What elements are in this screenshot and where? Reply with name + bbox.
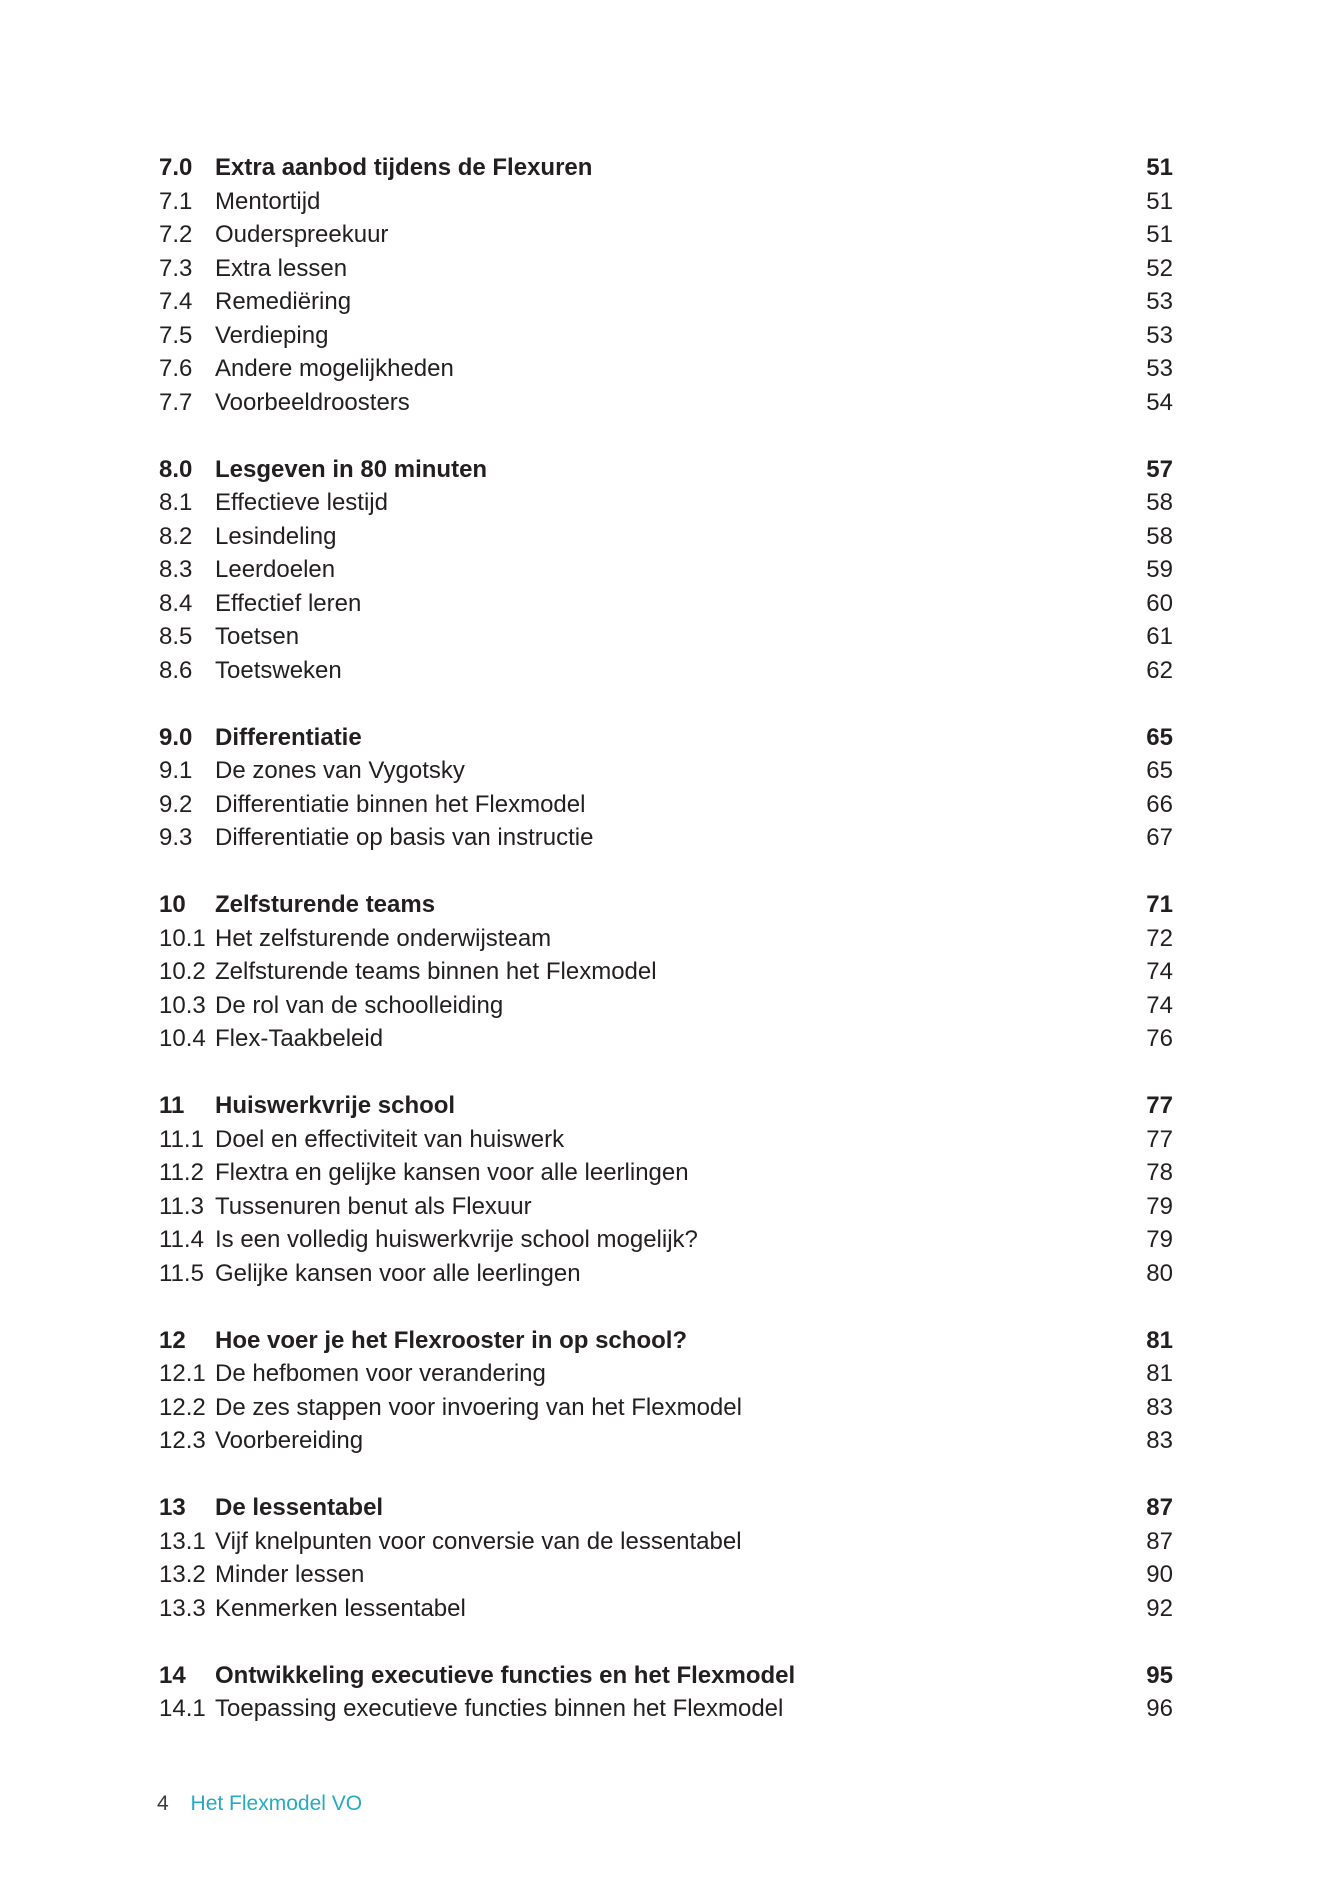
toc-row [159,754,1173,788]
toc-row [159,1692,1173,1726]
toc-entry-number: 12 [159,1326,186,1354]
toc-entry-title: Mentortijd [215,187,321,215]
toc-row [159,218,1173,252]
toc-row [159,1324,1173,1358]
toc-entry-title: Lesindeling [215,522,337,550]
toc-entry-number: 9.1 [159,757,193,784]
toc-entry-title: Ontwikkeling executieve functies en het Flexmodel [215,1661,796,1689]
toc-entry-title: Minder lessen [215,1561,365,1588]
toc-row [159,1525,1173,1559]
toc-entry-page: 77 [1146,1092,1173,1119]
toc-entry-page: 90 [1146,1561,1173,1588]
toc-entry-number: 14.1 [159,1695,206,1722]
toc-entry-number: 10.3 [159,991,206,1019]
toc-entry-title: Het zelfsturende onderwijsteam [215,924,552,952]
toc-row [159,821,1173,855]
toc-entry-title: Lesgeven in 80 minuten [215,455,488,483]
toc-entry-title: Differentiatie op basis van instructie [215,824,594,851]
toc-row [159,1558,1173,1592]
toc-entry-title: Flex-Taakbeleid [215,1025,384,1052]
toc-entry-page: 61 [1146,623,1173,650]
toc-entry-page: 51 [1146,154,1173,181]
toc-entry-number: 8.1 [159,489,193,516]
toc-row [159,1357,1173,1391]
toc-entry-page: 71 [1146,891,1173,918]
toc-entry-title: Kenmerken lessentabel [215,1594,466,1622]
toc-row [159,1257,1173,1291]
toc-entry-title: Huiswerkvrije school [215,1092,456,1119]
toc-entry-number: 7.6 [159,355,193,382]
toc-entry-title: Toetsen [215,623,300,650]
toc-entry-title: Effectief leren [215,589,362,617]
toc-row [159,520,1173,554]
toc-entry-number: 13.1 [159,1527,206,1555]
toc-row [159,1391,1173,1425]
toc-row [159,989,1173,1023]
toc-entry-page: 81 [1146,1360,1173,1387]
toc-entry-page: 77 [1146,1125,1173,1153]
toc-entry-page: 95 [1146,1661,1173,1689]
toc-entry-title: Tussenuren benut als Flexuur [215,1192,532,1220]
toc-entry-page: 57 [1146,455,1173,483]
toc-row [159,1022,1173,1056]
toc-entry-page: 65 [1146,757,1173,784]
toc-entry-title: De rol van de schoolleiding [215,991,504,1019]
toc-entry-page: 65 [1146,723,1173,751]
toc-row [159,453,1173,487]
toc-entry-title: Extra aanbod tijdens de Flexuren [215,154,593,181]
toc-row [159,285,1173,319]
toc-entry-page: 81 [1146,1326,1173,1354]
toc-entry-number: 9.3 [159,824,193,851]
toc-entry-number: 13.3 [159,1594,206,1622]
toc-entry-page: 78 [1146,1159,1173,1186]
toc-entry-page: 52 [1146,254,1173,282]
toc-row [159,620,1173,654]
toc-entry-title: Doel en effectiviteit van huiswerk [215,1125,565,1153]
toc-entry-page: 79 [1146,1226,1173,1253]
toc-entry-page: 92 [1146,1594,1173,1622]
toc-row [159,1089,1173,1123]
toc-entry-number: 13 [159,1494,186,1521]
toc-entry-title: Toepassing executieve functies binnen het Flexmodel [215,1695,784,1722]
toc-row [159,319,1173,353]
toc-row [159,1156,1173,1190]
toc-entry-title: Voorbereiding [215,1427,364,1454]
toc-entry-title: Flextra en gelijke kansen voor alle leerlingen [215,1159,689,1186]
toc-entry-title: Is een volledig huiswerkvrije school mogelijk? [215,1226,698,1253]
toc-entry-page: 72 [1146,924,1173,952]
footer-book-title: Het Flexmodel VO [190,1792,363,1815]
toc-entry-number: 7.1 [159,187,193,215]
toc-entry-title: Ouderspreekuur [215,221,389,248]
toc-entry-number: 12.1 [159,1360,206,1387]
toc-row [159,1592,1173,1626]
toc-entry-number: 12.2 [159,1393,206,1421]
toc-entry-page: 62 [1146,656,1173,684]
toc-entry-page: 76 [1146,1025,1173,1052]
toc-entry-page: 83 [1146,1427,1173,1454]
toc-entry-number: 9.2 [159,790,193,818]
toc-entry-number: 12.3 [159,1427,206,1454]
toc-row [159,1424,1173,1458]
toc-row [159,922,1173,956]
toc-entry-page: 60 [1146,589,1173,617]
toc-row [159,1491,1173,1525]
toc-entry-page: 51 [1146,221,1173,248]
toc-entry-number: 13.2 [159,1561,206,1588]
toc-entry-number: 8.0 [159,455,193,483]
toc-entry-number: 7.3 [159,254,193,282]
toc-entry-page: 59 [1146,556,1173,583]
toc-entry-number: 7.7 [159,388,193,416]
toc-entry-page: 79 [1146,1192,1173,1220]
toc-row [159,1223,1173,1257]
toc-entry-page: 87 [1146,1527,1173,1555]
toc-entry-title: Verdieping [215,321,329,349]
toc-entry-number: 11 [159,1092,185,1119]
toc-entry-number: 7.5 [159,321,193,349]
toc-row [159,654,1173,688]
toc-entry-page: 53 [1146,355,1173,382]
toc-row [159,1659,1173,1693]
toc-entry-title: Remediëring [215,288,352,315]
toc-entry-title: De zones van Vygotsky [215,757,465,784]
toc-entry-page: 51 [1146,187,1173,215]
toc-entry-number: 8.5 [159,623,193,650]
toc-entry-number: 11.1 [159,1125,204,1153]
toc-entry-number: 7.0 [159,154,193,181]
toc-entry-number: 7.2 [159,221,193,248]
toc-row [159,788,1173,822]
toc-entry-page: 54 [1146,388,1173,416]
toc-entry-page: 66 [1146,790,1173,818]
toc-entry-page: 53 [1146,321,1173,349]
toc-row [159,486,1173,520]
toc-row [159,587,1173,621]
toc-entry-page: 53 [1146,288,1173,315]
toc-entry-title: Differentiatie [215,723,362,751]
toc-entry-number: 11.4 [159,1226,204,1253]
toc-entry-number: 10 [159,891,186,918]
toc-row [159,151,1173,185]
toc-entry-page: 80 [1146,1259,1173,1287]
toc-row [159,721,1173,755]
toc-row [159,185,1173,219]
toc-entry-title: De zes stappen voor invoering van het Flexmodel [215,1393,742,1421]
toc-entry-title: Differentiatie binnen het Flexmodel [215,790,586,818]
toc-entry-title: De hefbomen voor verandering [215,1360,546,1387]
toc-entry-number: 10.4 [159,1025,206,1052]
toc-entry-number: 11.2 [159,1159,204,1186]
toc-entry-number: 9.0 [159,723,193,751]
toc-entry-page: 74 [1146,958,1173,985]
toc-entry-page: 58 [1146,522,1173,550]
toc-entry-title: Gelijke kansen voor alle leerlingen [215,1259,581,1287]
footer-page-number: 4 [157,1792,169,1815]
toc-entry-number: 10.1 [159,924,206,952]
toc-entry-title: Andere mogelijkheden [215,355,454,382]
toc-row [159,553,1173,587]
toc-entry-title: Leerdoelen [215,556,336,583]
toc-row [159,955,1173,989]
toc-entry-title: Extra lessen [215,254,348,282]
toc-row [159,1123,1173,1157]
toc-entry-title: Hoe voer je het Flexrooster in op school? [215,1326,688,1354]
toc-entry-title: Zelfsturende teams binnen het Flexmodel [215,958,657,985]
toc-row [159,252,1173,286]
toc-entry-page: 67 [1146,824,1173,851]
toc-entry-page: 87 [1146,1494,1173,1521]
toc-entry-number: 10.2 [159,958,206,985]
toc-entry-title: Vijf knelpunten voor conversie van de lessentabel [215,1527,742,1555]
toc-entry-number: 8.6 [159,656,193,684]
toc-entry-title: Voorbeeldroosters [215,388,410,416]
toc-row [159,888,1173,922]
toc-entry-number: 11.3 [159,1192,204,1220]
toc-entry-page: 83 [1146,1393,1173,1421]
toc-entry-title: Toetsweken [215,656,342,684]
toc-row [159,386,1173,420]
toc-entry-number: 7.4 [159,288,193,315]
toc-entry-title: Effectieve lestijd [215,489,388,516]
toc-entry-page: 96 [1146,1695,1173,1722]
toc-entry-number: 8.4 [159,589,193,617]
toc-entry-number: 8.3 [159,556,193,583]
toc-entry-title: Zelfsturende teams [215,891,436,918]
toc-row [159,352,1173,386]
toc-entry-page: 74 [1146,991,1173,1019]
toc-entry-title: De lessentabel [215,1494,384,1521]
toc-entry-number: 11.5 [159,1259,204,1287]
table-of-contents [159,151,1173,1726]
page-footer [157,1792,362,1816]
toc-entry-page: 58 [1146,489,1173,516]
toc-entry-number: 8.2 [159,522,193,550]
toc-entry-number: 14 [159,1661,186,1689]
toc-row [159,1190,1173,1224]
